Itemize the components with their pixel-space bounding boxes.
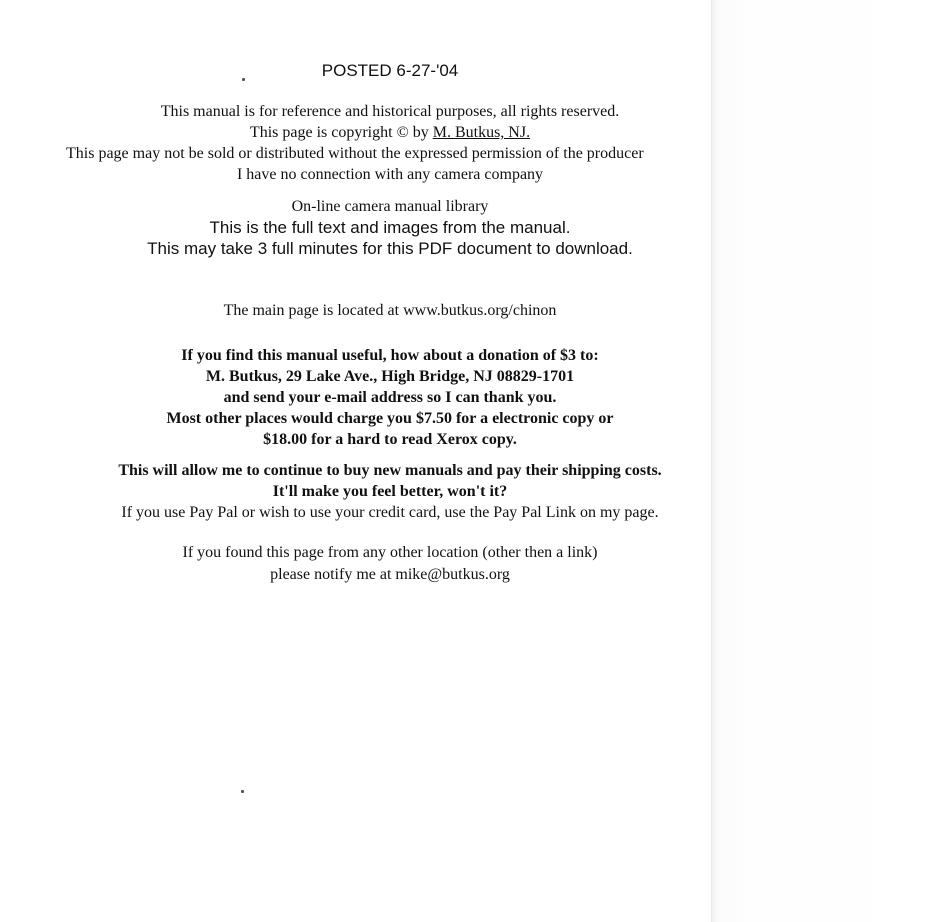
main-page-location: The main page is located at www.butkus.org/chinon — [223, 302, 557, 319]
author-link[interactable]: M. Butkus, NJ. — [432, 124, 531, 141]
feel-better-note: It'll make you feel better, won't it? — [272, 483, 508, 500]
download-note: This may take 3 full minutes for this PDF document to download. — [147, 239, 633, 258]
posted-date: POSTED 6-27-'04 — [321, 61, 459, 80]
continue-note: This will allow me to continue to buy new manuals and pay their shipping costs. — [118, 462, 662, 479]
xerox-price: $18.00 for a hard to read Xerox copy. — [263, 431, 517, 448]
paypal-note: If you use Pay Pal or wish to use your credit card, use the Pay Pal Link on my page. — [121, 504, 659, 521]
distribution-notice: This page may not be sold or distributed without the expressed permission of the producer — [66, 145, 644, 162]
donation-email-note: and send your e-mail address so I can thank you. — [223, 389, 557, 406]
price-comparison: Most other places would charge you $7.50 for a electronic copy or — [166, 410, 614, 427]
notify-email: please notify me at mike@butkus.org — [270, 566, 510, 583]
donation-address: M. Butkus, 29 Lake Ave., High Bridge, NJ 08829-1701 — [205, 368, 575, 385]
full-text-note: This is the full text and images from the manual. — [209, 218, 571, 237]
scan-speck — [241, 790, 244, 793]
donation-request: If you find this manual useful, how about a donation of $3 to: — [181, 347, 599, 364]
copyright-notice — [0, 124, 780, 142]
found-page-note: If you found this page from any other location (other then a link) — [182, 544, 598, 561]
no-affiliation-notice: I have no connection with any camera company — [236, 166, 544, 183]
library-title: On-line camera manual library — [291, 198, 489, 215]
rights-notice: This manual is for reference and historical purposes, all rights reserved. — [160, 103, 620, 120]
copyright-prefix: This page is copyright © by — [249, 124, 433, 141]
